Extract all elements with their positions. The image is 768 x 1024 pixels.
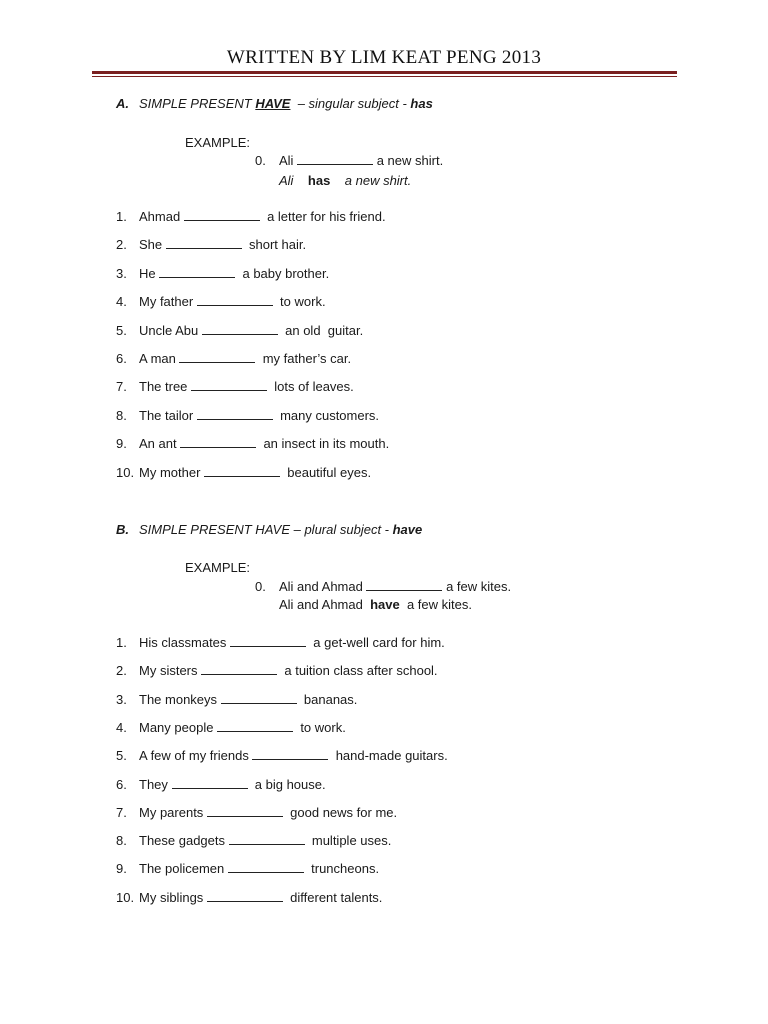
question-number: 3. [116,265,127,281]
question-number: 7. [116,379,127,395]
section-b-heading-mid: – plural subject - [290,522,393,537]
question-number: 8. [116,407,127,423]
answer-blank[interactable] [228,861,304,873]
question-number: 9. [116,861,127,877]
question-number: 1. [116,635,127,650]
example-answer-post: a few kites. [406,597,472,612]
question-number: 10. [116,464,135,480]
section-b-example-label: EXAMPLE: [185,560,251,575]
example-question-post: a few kites. [446,579,512,594]
answer-blank[interactable] [201,663,277,675]
example-answer-pre: Ali and Ahmad [279,597,363,612]
question-row [116,692,357,707]
header-rule-thick [92,71,677,74]
question-predicate: multiple uses. [311,833,392,849]
answer-blank[interactable] [252,748,328,760]
question-subject: These gadgets [139,833,226,849]
question-number: 8. [116,833,127,849]
answer-blank[interactable] [229,833,305,845]
answer-blank[interactable] [207,805,283,817]
question-predicate: my father’s car. [262,351,352,366]
question-predicate: different talents. [290,889,383,905]
question-predicate: short hair. [249,237,307,253]
section-a-letter: A. [116,96,129,111]
question-subject: My sisters [139,663,198,679]
question-predicate: many customers. [280,407,380,423]
section-a-heading-keyword: HAVE [255,96,291,111]
question-predicate: a tuition class after school. [284,663,438,679]
question-number: 3. [116,691,127,707]
section-b-example-answer [279,597,472,612]
question-row [116,777,326,792]
question-predicate: a get-well card for him. [313,635,445,650]
answer-blank[interactable] [217,720,293,732]
question-row [116,805,397,820]
question-row [116,379,354,394]
question-row [116,266,329,281]
question-number: 10. [116,889,135,905]
answer-blank[interactable] [179,351,255,363]
answer-blank[interactable] [184,209,260,221]
question-predicate: good news for me. [290,804,398,820]
answer-blank [366,579,442,591]
question-row [116,720,346,735]
question-subject: My siblings [139,889,204,905]
section-a-heading [116,96,433,111]
section-b-heading-end: have [392,522,423,537]
question-row [116,861,379,876]
question-subject: An ant [139,436,177,452]
question-row [116,635,445,650]
question-number: 1. [116,209,127,224]
section-b-letter: B. [116,522,129,537]
question-subject: The tailor [139,407,194,423]
question-number: 7. [116,804,127,820]
question-number: 2. [116,237,127,253]
section-a-example-number: 0. [255,153,266,168]
section-b-heading-pre: SIMPLE PRESENT HAVE [139,522,290,537]
question-subject: His classmates [139,635,227,650]
question-predicate: a big house. [254,776,326,792]
answer-blank [297,153,373,165]
question-subject: Uncle Abu [139,322,199,338]
example-question-pre: Ali and Ahmad [279,579,363,594]
question-number: 6. [116,351,127,366]
answer-blank[interactable] [197,408,273,420]
example-question-pre: Ali [279,153,294,168]
question-predicate: to work. [300,719,346,735]
answer-blank[interactable] [230,635,306,647]
question-number: 4. [116,719,127,735]
question-row [116,294,326,309]
section-a-heading-pre: SIMPLE PRESENT [139,96,256,111]
question-subject: My father [139,294,194,310]
page-title: WRITTEN BY LIM KEAT PENG 2013 [226,47,542,68]
question-row [116,748,448,763]
answer-blank[interactable] [180,436,256,448]
answer-blank[interactable] [202,323,278,335]
question-predicate: a letter for his friend. [267,209,386,224]
example-answer-word: have [370,597,400,612]
question-row [116,465,371,480]
section-a-example-label: EXAMPLE: [185,135,251,150]
question-predicate: to work. [280,294,326,310]
question-predicate: truncheons. [311,861,380,877]
question-row [116,663,438,678]
question-subject: Many people [139,719,214,735]
example-answer-word: has [307,173,331,188]
section-a-heading-end: has [410,96,433,111]
answer-blank[interactable] [166,237,242,249]
section-a-example-answer [279,173,411,188]
question-subject: She [139,237,163,253]
question-predicate: hand-made guitars. [335,748,448,764]
question-subject: My mother [139,464,201,480]
question-row [116,408,379,423]
question-predicate: a baby brother. [242,265,330,281]
question-row [116,237,306,252]
answer-blank[interactable] [191,379,267,391]
answer-blank[interactable] [172,777,248,789]
question-number: 2. [116,663,127,679]
question-subject: The monkeys [139,691,218,707]
question-subject: They [139,776,168,792]
question-subject: Ahmad [139,209,181,224]
question-row [116,323,363,338]
question-row [116,890,382,905]
question-number: 4. [116,294,127,310]
question-number: 5. [116,748,127,764]
question-subject: The policemen [139,861,225,877]
section-a-heading-mid: – singular subject - [290,96,411,111]
section-b-example-question [279,579,511,594]
example-answer-post: a new shirt. [344,173,412,188]
section-b-example-number: 0. [255,579,266,594]
answer-blank[interactable] [159,266,235,278]
answer-blank[interactable] [207,890,283,902]
question-subject: A man [139,351,176,366]
question-number: 5. [116,322,127,338]
question-predicate: an old guitar. [285,322,364,338]
question-predicate: bananas. [303,691,358,707]
example-question-post: a new shirt. [376,153,444,168]
question-predicate: an insect in its mouth. [263,436,390,452]
question-number: 9. [116,436,127,452]
question-row [116,833,391,848]
example-answer-pre: Ali [279,173,294,188]
question-row [116,209,386,224]
question-number: 6. [116,776,127,792]
question-subject: My parents [139,804,204,820]
answer-blank[interactable] [221,692,297,704]
header-rule-thin [92,76,677,77]
question-row [116,436,389,451]
question-predicate: beautiful eyes. [287,464,372,480]
question-row [116,351,351,366]
section-b-heading [116,522,422,537]
question-subject: A few of my friends [139,748,249,764]
question-subject: He [139,265,156,281]
answer-blank[interactable] [204,465,280,477]
question-predicate: lots of leaves. [274,379,354,395]
section-a-example-question [279,153,443,168]
question-subject: The tree [139,379,188,395]
answer-blank[interactable] [197,294,273,306]
